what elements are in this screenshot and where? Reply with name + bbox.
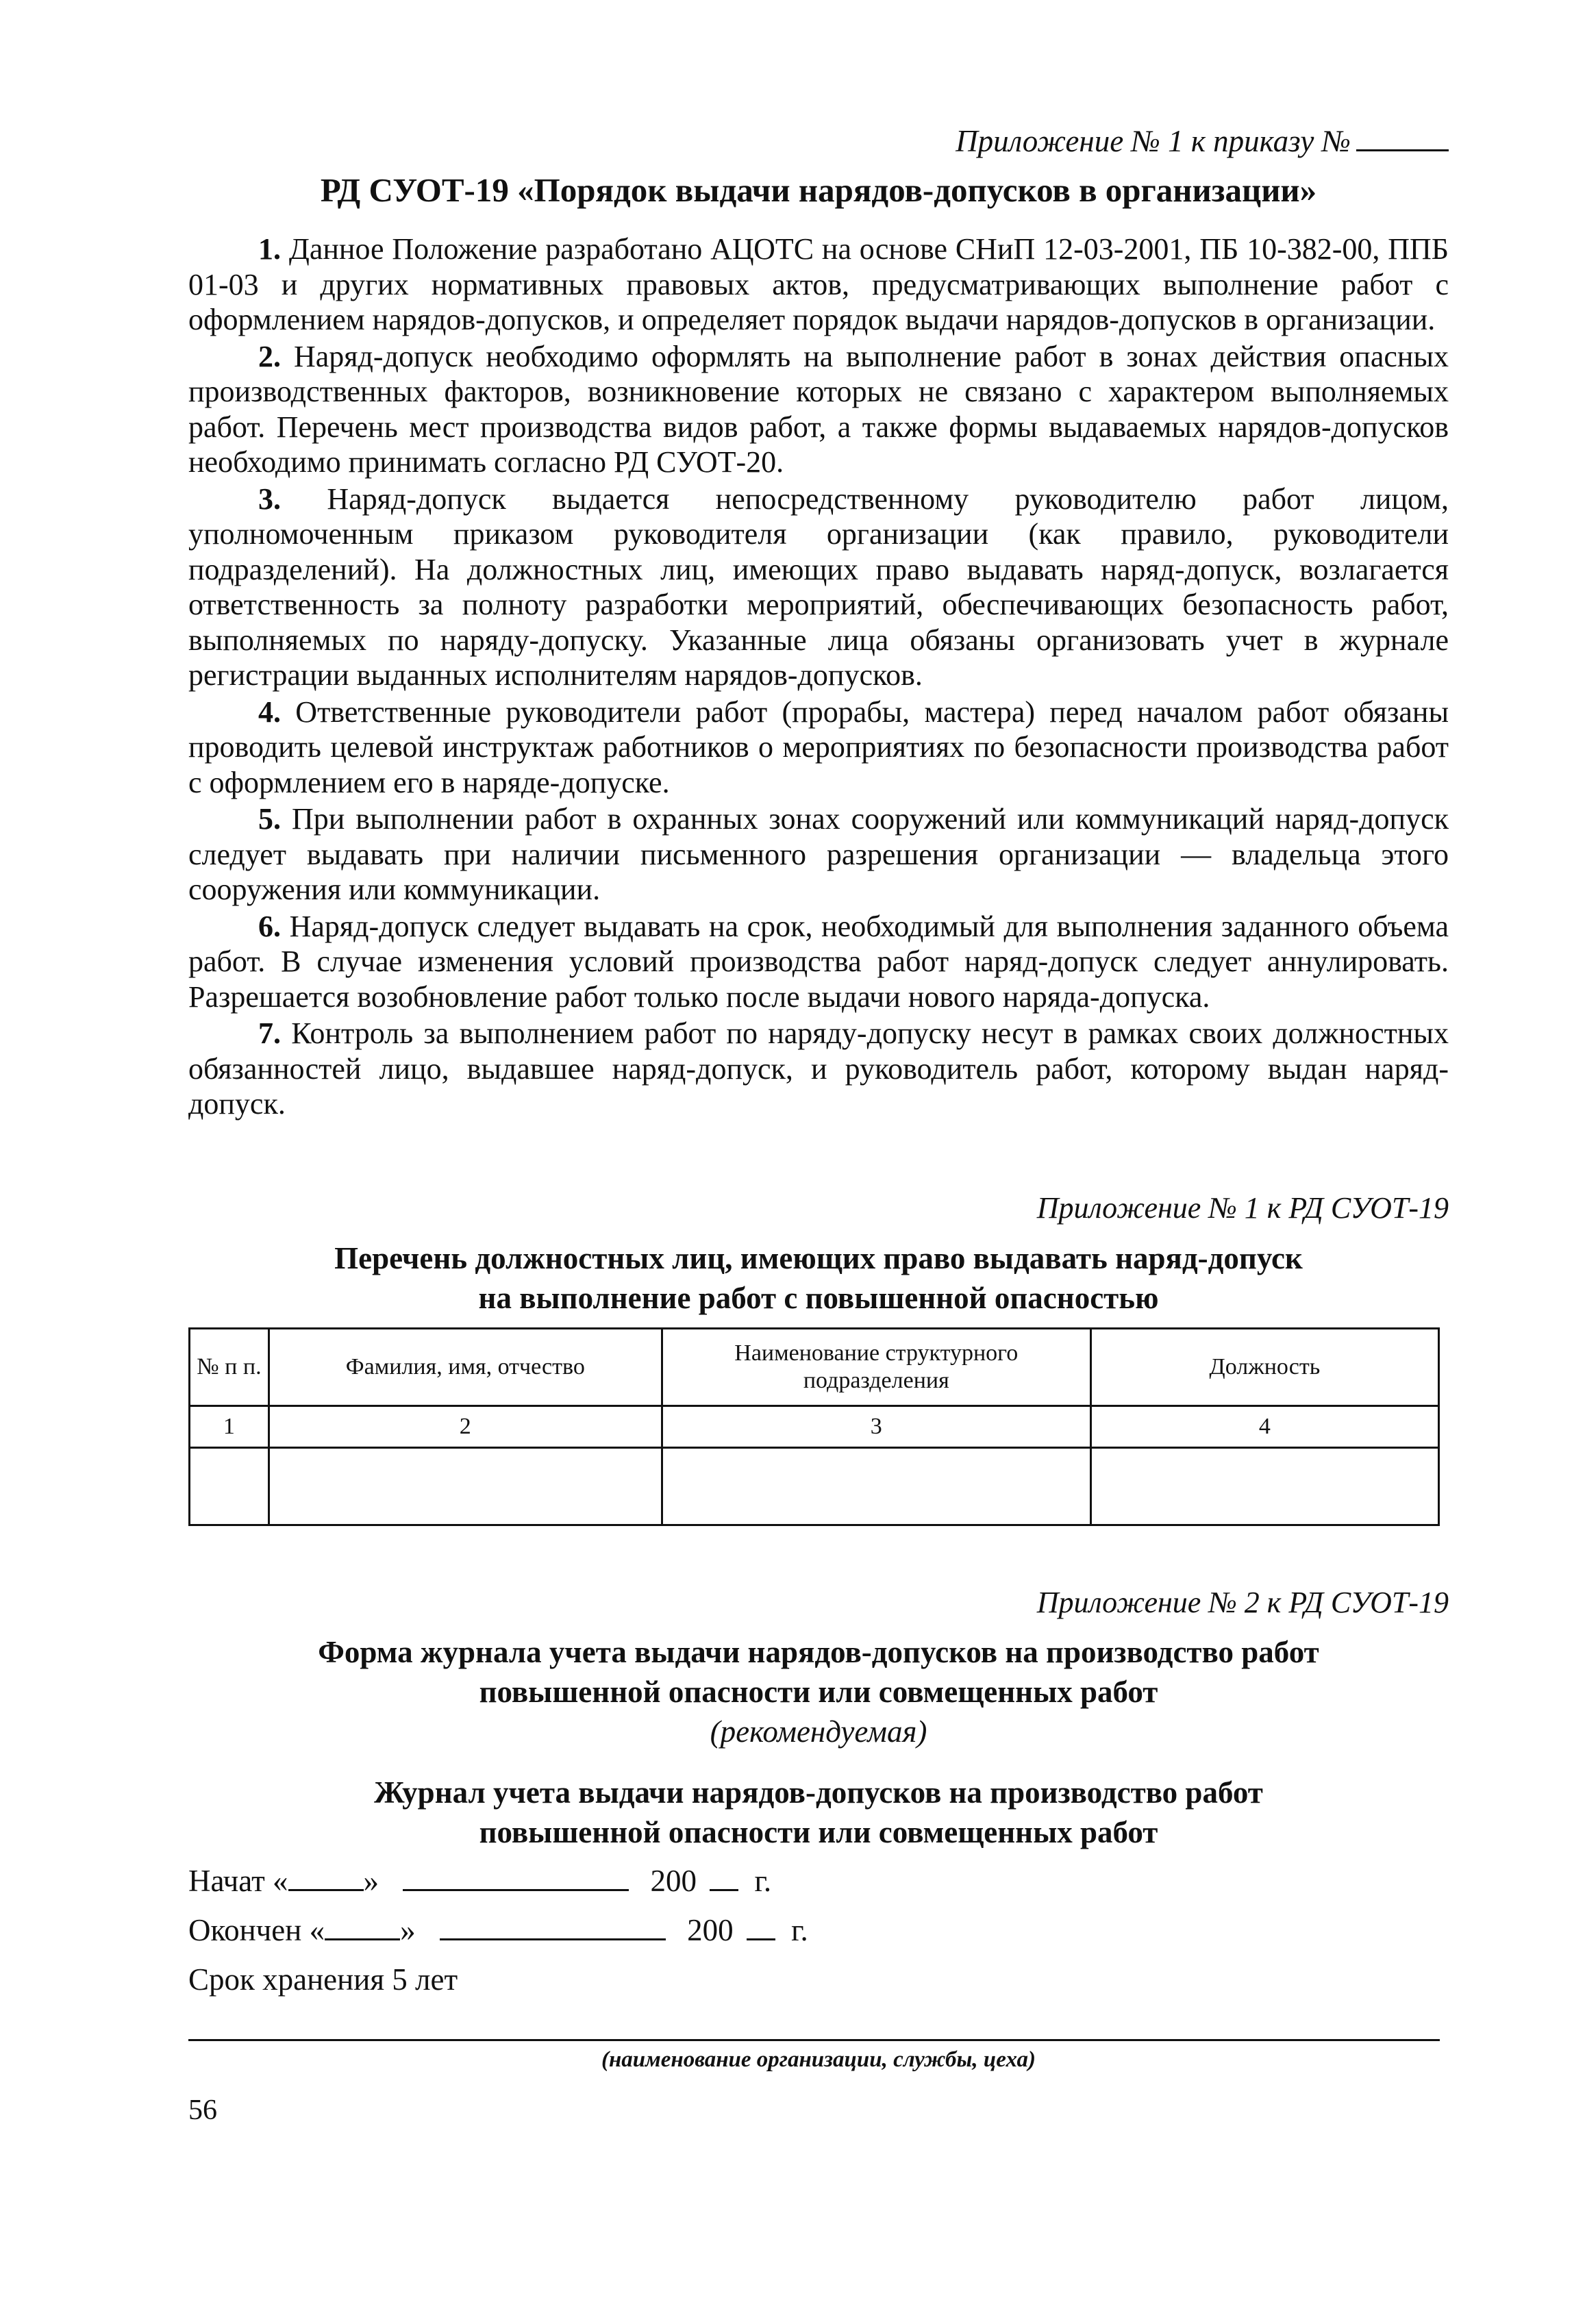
column-header-full-name: Фамилия, имя, отчество: [269, 1329, 662, 1406]
document-title: РД СУОТ-19 «Порядок выдачи нарядов-допусков в организации»: [320, 171, 1317, 209]
table-cell: [1090, 1448, 1438, 1525]
started-year-blank: [710, 1863, 738, 1891]
order-appendix-text: Приложение № 1 к приказу №: [956, 124, 1351, 158]
ended-label: Окончен «: [188, 1913, 325, 1947]
journal-title-line-1: Журнал учета выдачи нарядов-допусков на производство работ: [374, 1775, 1263, 1810]
ended-day-blank: [325, 1912, 400, 1940]
paragraph-7: 7. Контроль за выполнением работ по наряду-допуску несут в рамках своих должностных обязанностей лицо, выдавшее наряд-допуск, и руководитель работ, которому выдан наряд-допуск.: [188, 1016, 1449, 1121]
started-label: Начат «: [188, 1864, 288, 1898]
paragraph-5: 5. При выполнении работ в охранных зонах сооружений или коммуникаций наряд-допуск следует выдавать при наличии письменного разрешения организации — владельца этого сооружения или коммуникации.: [188, 802, 1449, 906]
journal-ended-line: [188, 1911, 808, 1949]
paragraph-3: 3. Наряд-допуск выдается непосредственному руководителю работ лицом, уполномоченным приказом руководителя организации (как правило, руководители подразделений). На должностных лиц, имеющих право выдавать наряд-допуск, возлагается ответственность за полноту разработки мероприятий, обеспечивающих безопасность работ, выполняемых по наряду-допуску. Указанные лица обязаны организовать учет в журнале регистрации выданных исполнителям нарядов-допусков.: [188, 482, 1449, 692]
table-empty-row: [190, 1448, 1439, 1525]
column-number-3: 3: [662, 1406, 1090, 1448]
ended-quote-close: »: [400, 1913, 416, 1947]
order-number-blank: [1356, 122, 1449, 151]
paragraph-2: 2. Наряд-допуск необходимо оформлять на выполнение работ в зонах действия опасных производственных факторов, возникновение которых не связано с характером выполняемых работ. Перечень мест производства видов работ, а также формы выдаваемых нарядов-допусков необходимо принимать согласно РД СУОТ-20.: [188, 339, 1449, 479]
appendix-2-title: [188, 1632, 1449, 1712]
paragraph-1: 1. Данное Положение разработано АЦОТС на основе СНиП 12-03-2001, ПБ 10-382-00, ППБ 01-03 и других нормативных правовых актов, предусматривающих выполнение работ с оформлением нарядов-допусков, и определяет порядок выдачи нарядов-допусков в организации.: [188, 232, 1449, 336]
started-quote-close: »: [363, 1864, 379, 1898]
started-year-suffix: г.: [754, 1864, 772, 1898]
page-number: 56: [188, 2095, 217, 2126]
ended-year-suffix: г.: [791, 1913, 808, 1947]
column-number-2: 2: [269, 1406, 662, 1448]
table-header-row: [190, 1329, 1439, 1406]
started-month-blank: [403, 1863, 629, 1891]
started-year-prefix: 200: [650, 1864, 697, 1898]
organization-name-caption: (наименование организации, службы, цеха): [601, 2047, 1036, 2072]
appendix-2-title-line-2: повышенной опасности или совмещенных работ: [479, 1675, 1158, 1709]
appendix-2-subtitle: (рекомендуемая): [710, 1714, 927, 1749]
journal-started-line: [188, 1862, 771, 1900]
journal-title-line-2: повышенной опасности или совмещенных работ: [479, 1815, 1158, 1849]
ended-month-blank: [440, 1912, 666, 1940]
appendix-1-title-line-1: Перечень должностных лиц, имеющих право выдавать наряд-допуск: [334, 1241, 1303, 1275]
appendix-2-title-line-1: Форма журнала учета выдачи нарядов-допусков на производство работ: [318, 1635, 1319, 1669]
column-header-position: Должность: [1090, 1329, 1438, 1406]
officials-table: [188, 1327, 1440, 1526]
appendix-2-label: Приложение № 2 к РД СУОТ-19: [1036, 1586, 1449, 1619]
ended-year-prefix: 200: [687, 1913, 734, 1947]
table-cell: [190, 1448, 269, 1525]
paragraph-4: 4. Ответственные руководители работ (прорабы, мастера) перед началом работ обязаны проводить целевой инструктаж работников о мероприятиях по безопасности производства работ с оформлением его в наряде-допуске.: [188, 695, 1449, 799]
storage-term: Срок хранения 5 лет: [188, 1962, 458, 1997]
paragraph-6: 6. Наряд-допуск следует выдавать на срок, необходимый для выполнения заданного объема работ. В случае изменения условий производства работ наряд-допуск следует аннулировать. Разрешается возобновление работ только после выдачи нового наряда-допуска.: [188, 909, 1449, 1014]
appendix-1-label: Приложение № 1 к РД СУОТ-19: [1036, 1191, 1449, 1225]
table-column-number-row: [190, 1406, 1439, 1448]
order-appendix-reference: [822, 122, 1449, 160]
column-header-department: Наименование структурного подразделения: [662, 1329, 1090, 1406]
column-number-1: 1: [190, 1406, 269, 1448]
document-body: [188, 232, 1449, 1123]
appendix-1-title-line-2: на выполнение работ с повышенной опасностью: [478, 1281, 1159, 1315]
started-day-blank: [288, 1863, 364, 1891]
journal-title: [188, 1773, 1449, 1852]
organization-name-rule: [188, 2039, 1440, 2041]
column-header-number: № п п.: [190, 1329, 269, 1406]
column-number-4: 4: [1090, 1406, 1438, 1448]
table-cell: [662, 1448, 1090, 1525]
appendix-1-title: [188, 1238, 1449, 1318]
ended-year-blank: [747, 1912, 775, 1940]
table-cell: [269, 1448, 662, 1525]
